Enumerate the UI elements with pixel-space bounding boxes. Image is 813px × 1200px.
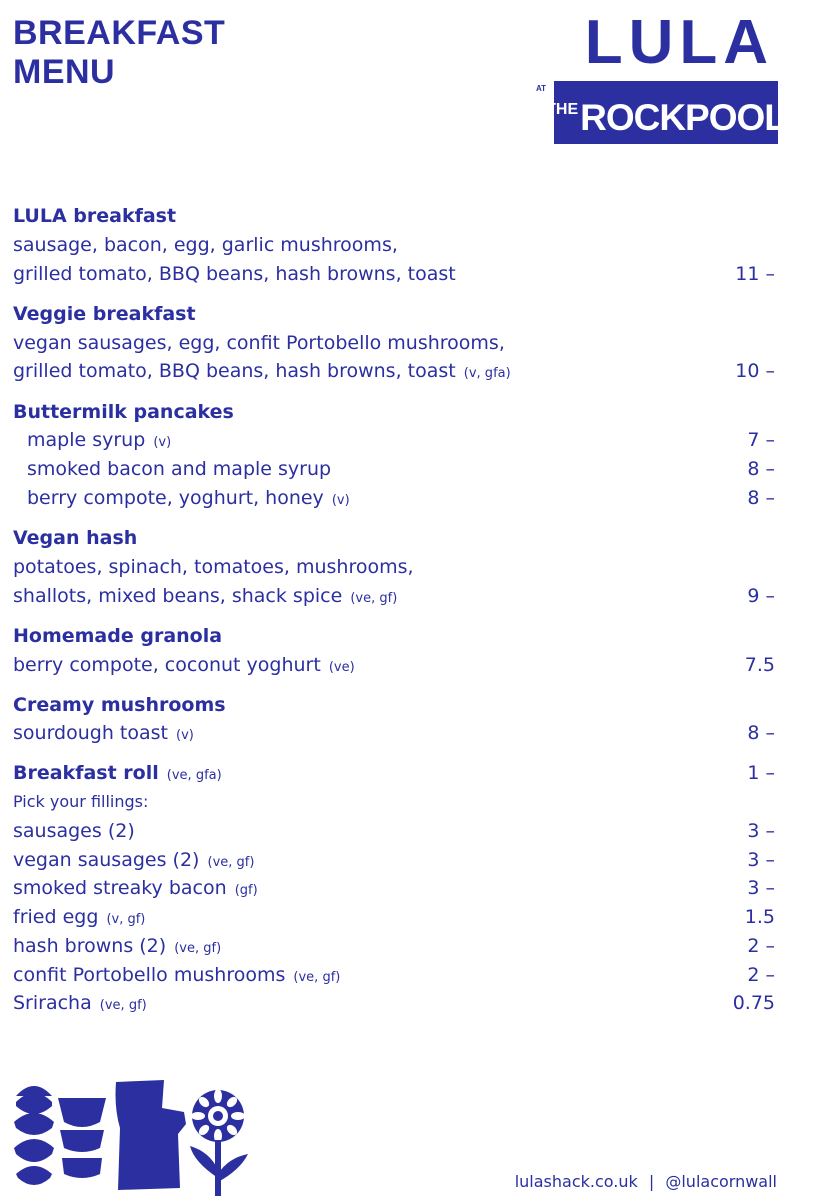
mushrooms-price: 8 –	[747, 722, 775, 745]
breakfast-roll-price: 1 –	[747, 762, 775, 785]
vegan-hash-desc-1: potatoes, spinach, tomatoes, mushrooms,	[13, 555, 414, 578]
logo-the-text: THE	[546, 101, 579, 118]
diet-note: (ve, gf)	[350, 590, 398, 606]
veggie-breakfast-desc-1: vegan sausages, egg, confit Portobello mushrooms,	[13, 331, 505, 354]
filling-price: 1.5	[744, 906, 775, 929]
pancakes-item-price: 8 –	[747, 458, 775, 481]
diet-note: (v, gfa)	[463, 366, 511, 382]
logo-rockpool-text: ROCKPOOL	[580, 97, 786, 138]
filling-price: 2 –	[747, 963, 775, 986]
title-line-2: MENU	[13, 53, 116, 91]
granola-desc: berry compote, coconut yoghurt (ve) 7.5	[13, 651, 775, 680]
crockery-illustration	[14, 1078, 254, 1198]
title-line-1: BREAKFAST	[13, 14, 226, 52]
lula-breakfast-desc-2: grilled tomato, BBQ beans, hash browns, toast 11 –	[13, 260, 775, 289]
lula-breakfast-desc-1: sausage, bacon, egg, garlic mushrooms,	[13, 233, 398, 256]
section-title-veggie-breakfast: Veggie breakfast	[13, 302, 196, 325]
veggie-breakfast-desc-2: grilled tomato, BBQ beans, hash browns, toast (v, gfa) 10 –	[13, 357, 775, 386]
filling-price: 3 –	[747, 848, 775, 871]
pick-fillings-label: Pick your fillings:	[13, 791, 149, 811]
page-title	[13, 14, 225, 92]
diet-note: (ve)	[328, 659, 355, 675]
filling-item: fried egg (v, gf) 1.5	[13, 903, 775, 932]
vegan-hash-price: 9 –	[747, 584, 775, 607]
diet-note: (v)	[331, 492, 350, 508]
diet-note: (ve, gf)	[207, 854, 255, 870]
diet-note: (v, gf)	[106, 912, 146, 928]
section-title-homemade-granola: Homemade granola	[13, 624, 223, 647]
filling-price: 2 –	[747, 934, 775, 957]
website-link[interactable]: lulashack.co.uk	[514, 1172, 638, 1191]
logo-rockpool-box	[546, 81, 786, 144]
vegan-hash-desc-2: shallots, mixed beans, shack spice (ve, gf) 9 –	[13, 582, 775, 611]
breakfast-menu-list	[13, 202, 775, 1018]
cups-icon	[58, 1098, 106, 1178]
diet-note: (v)	[153, 435, 172, 451]
pancakes-item: berry compote, yoghurt, honey (v) 8 –	[13, 484, 775, 513]
diet-note: (ve, gf)	[293, 969, 341, 985]
logo-at-text: AT	[536, 84, 547, 93]
footer-separator: |	[648, 1172, 655, 1191]
filling-item: smoked streaky bacon (gf) 3 –	[13, 874, 775, 903]
filling-item: confit Portobello mushrooms (ve, gf) 2 –	[13, 961, 775, 990]
pancakes-item: smoked bacon and maple syrup 8 –	[13, 455, 775, 484]
flower-icon	[190, 1089, 248, 1196]
diet-note: (ve, gf)	[174, 940, 222, 956]
lula-rockpool-logo	[536, 8, 786, 146]
filling-item: hash browns (2) (ve, gf) 2 –	[13, 932, 775, 961]
filling-price: 3 –	[747, 819, 775, 842]
pancakes-item-price: 7 –	[747, 429, 775, 452]
filling-item: Sriracha (ve, gf) 0.75	[13, 989, 775, 1018]
filling-item: vegan sausages (2) (ve, gf) 3 –	[13, 846, 775, 875]
diet-note: (ve, gfa)	[166, 768, 222, 784]
veggie-breakfast-price: 10 –	[735, 360, 775, 383]
section-title-buttermilk-pancakes: Buttermilk pancakes	[13, 400, 234, 423]
lula-breakfast-price: 11 –	[735, 262, 775, 285]
logo-lula-text: LULA	[584, 8, 774, 77]
section-title-lula-breakfast: LULA breakfast	[13, 205, 177, 227]
diet-note: (v)	[176, 728, 194, 744]
diet-note: (ve, gf)	[99, 998, 147, 1014]
pancakes-item: maple syrup (v) 7 –	[13, 426, 775, 455]
section-title-creamy-mushrooms: Creamy mushrooms	[13, 693, 226, 716]
section-title-breakfast-roll: Breakfast roll (ve, gfa) 1 –	[13, 759, 775, 788]
jug-icon	[116, 1080, 187, 1190]
pancakes-item-price: 8 –	[747, 486, 775, 509]
section-title-vegan-hash: Vegan hash	[13, 527, 138, 550]
granola-price: 7.5	[744, 653, 775, 676]
filling-item: sausages (2) 3 –	[13, 817, 775, 846]
diet-note: (gf)	[234, 883, 258, 899]
footer-contact	[515, 1172, 777, 1191]
stacked-bowls-icon	[14, 1086, 54, 1185]
social-handle[interactable]: @lulacornwall	[665, 1172, 777, 1191]
mushrooms-desc: sourdough toast (v) 8 –	[13, 719, 775, 748]
filling-price: 0.75	[732, 992, 775, 1015]
filling-price: 3 –	[747, 877, 775, 900]
